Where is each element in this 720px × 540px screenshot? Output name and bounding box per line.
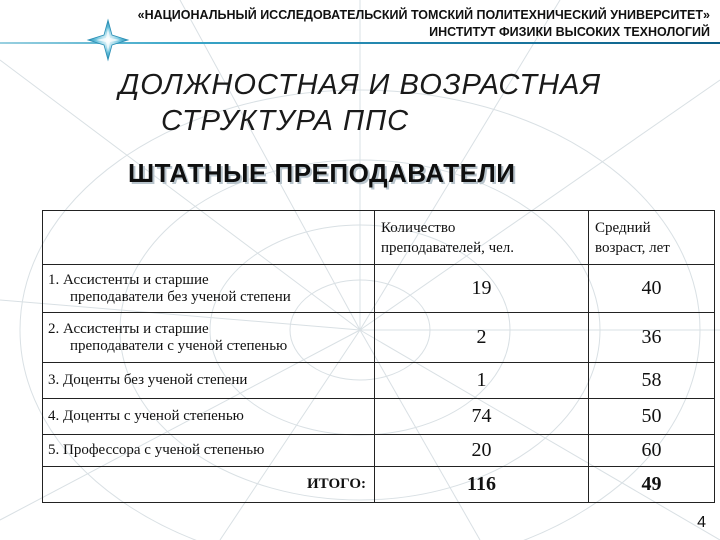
header-age-cell: [589, 211, 715, 265]
row-age-cell: 36: [589, 313, 715, 363]
table-row: [43, 313, 715, 363]
row-name-cell: [43, 313, 375, 363]
table-row: [43, 265, 715, 313]
star-logo-icon: [86, 18, 130, 62]
row-age-cell: 60: [589, 435, 715, 467]
university-name: «НАЦИОНАЛЬНЫЙ ИССЛЕДОВАТЕЛЬСКИЙ ТОМСКИЙ ПОЛИТЕХНИЧЕСКИЙ УНИВЕРСИТЕТ»: [137, 8, 710, 22]
title-line-2: СТРУКТУРА ППС: [160, 105, 410, 137]
row-count-cell: 20: [375, 435, 589, 467]
row-name-line-2: преподаватели без ученой степени: [70, 288, 291, 305]
row-age-cell: 50: [589, 399, 715, 435]
row-name-line-1: 1. Ассистенты и старшие: [48, 271, 209, 288]
header-age-line-1: Средний: [595, 219, 651, 236]
page-title: [0, 67, 720, 139]
total-count-cell: 116: [375, 467, 589, 503]
table-row: [43, 399, 715, 435]
title-line-1: ДОЛЖНОСТНАЯ И ВОЗРАСТНАЯ: [118, 69, 602, 101]
header-count-cell: [375, 211, 589, 265]
row-age-cell: 40: [589, 265, 715, 313]
row-count-cell: 2: [375, 313, 589, 363]
table-total-row: [43, 467, 715, 503]
total-age-cell: 49: [589, 467, 715, 503]
row-name-line-2: преподаватели с ученой степенью: [70, 337, 288, 354]
row-count-cell: 19: [375, 265, 589, 313]
header-count-line-2: преподавателей, чел.: [381, 239, 515, 256]
staff-structure-table: [42, 210, 715, 503]
row-count-cell: 1: [375, 363, 589, 399]
row-name-line-1: 2. Ассистенты и старшие: [48, 320, 209, 337]
table-row: [43, 435, 715, 467]
page-number: 4: [697, 514, 706, 531]
section-subtitle: ШТАТНЫЕ ПРЕПОДАВАТЕЛИ: [128, 158, 516, 188]
row-name-cell: 4. Доценты с ученой степенью: [43, 399, 375, 435]
institute-name: ИНСТИТУТ ФИЗИКИ ВЫСОКИХ ТЕХНОЛОГИЙ: [429, 25, 710, 39]
row-name-cell: [43, 265, 375, 313]
header-count-line-1: Количество: [381, 219, 456, 236]
header-empty-cell: [43, 211, 375, 265]
table-row: [43, 363, 715, 399]
table-header-row: [43, 211, 715, 265]
total-label: ИТОГО:: [43, 467, 375, 503]
row-name-cell: 3. Доценты без ученой степени: [43, 363, 375, 399]
row-age-cell: 58: [589, 363, 715, 399]
row-name-cell: 5. Профессора с ученой степенью: [43, 435, 375, 467]
header-age-line-2: возраст, лет: [595, 239, 670, 256]
row-count-cell: 74: [375, 399, 589, 435]
